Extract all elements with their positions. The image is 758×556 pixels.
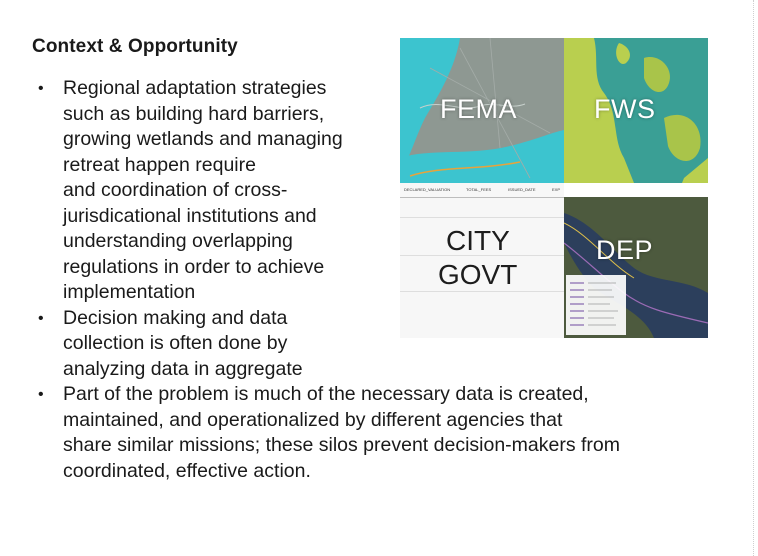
fema-map-panel <box>400 38 564 183</box>
bullet-line: Regional adaptation strategies <box>63 77 327 99</box>
bullet-line: growing wetlands and managing <box>63 128 343 150</box>
fema-label: FEMA <box>440 94 518 124</box>
dep-label: DEP <box>596 235 654 265</box>
fws-map-panel <box>564 38 708 183</box>
bullet-dot-icon: • <box>38 80 44 97</box>
fws-label: FWS <box>594 94 656 124</box>
bullet-line: implementation <box>63 281 196 303</box>
permit-table-header <box>400 183 564 198</box>
bullet-line: retreat happen require <box>63 153 256 176</box>
table-row <box>400 217 564 218</box>
bullet-line: coordinated, effective action. <box>63 459 311 482</box>
city-label: CITY <box>446 225 510 256</box>
slide-title: Context & Opportunity <box>32 36 238 57</box>
bullet-item <box>38 382 698 484</box>
table-header-cell: ISSUED_DATE <box>508 187 536 192</box>
govt-label: GOVT <box>438 259 518 290</box>
agency-collage-image <box>400 38 708 338</box>
table-header-cell: TOTAL_FEES <box>466 187 492 192</box>
bullet-line: Decision making and data <box>63 306 288 329</box>
bullet-line: such as building hard barriers, <box>63 102 325 125</box>
bullet-line: collection is often done by <box>63 332 288 354</box>
bullet-line: regulations in order to achieve <box>63 255 325 278</box>
bullet-line: and coordination of cross- <box>63 179 288 201</box>
bullet-line: Part of the problem is much of the necessary data is created, <box>63 383 589 405</box>
bullet-dot-icon: • <box>38 386 44 403</box>
bullet-dot-icon: • <box>38 309 44 327</box>
bullet-line: share similar missions; these silos prevent decision-makers from <box>63 434 621 456</box>
table-header-cell: EXP <box>552 187 561 192</box>
bullet-line: analyzing data in aggregate <box>63 357 303 380</box>
page-edge-divider <box>753 0 754 556</box>
bullet-line: jurisdicational institutions and <box>63 204 317 227</box>
dep-map-panel <box>564 183 708 338</box>
table-header-cell: DECLARED_VALUATION <box>404 187 451 192</box>
table-row <box>400 291 564 292</box>
city-govt-table-panel <box>400 183 564 338</box>
bullet-line: understanding overlapping <box>63 230 293 252</box>
bullet-line: maintained, and operationalized by different agencies that <box>63 408 563 431</box>
